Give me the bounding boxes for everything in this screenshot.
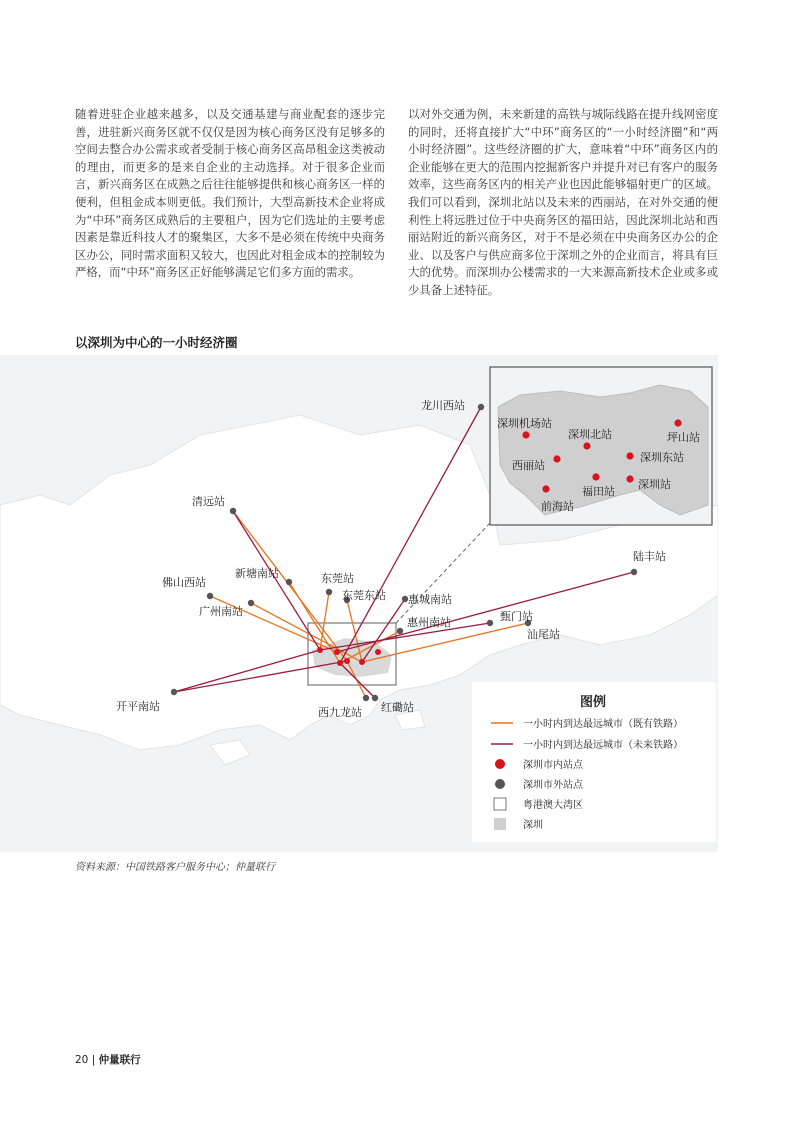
label-foshan: 佛山西站 — [162, 576, 206, 589]
station-dot-qingyuan — [230, 508, 236, 514]
inset-dot-futian — [592, 473, 599, 480]
legend-label-bay-area: 粤港澳大湾区 — [523, 800, 583, 811]
body-paragraph-left: 随着进驻企业越来越多，以及交通基建与商业配套的逐步完善，进驻新兴商务区就不仅仅是因为核心商务区没有足够多的空间去整合办公需求或者受制于核心商务区高昂租金这类被动的理由，而更多的是来自企业的主动选择。对于很多企业而言，新兴商务区在成熟之后往往能够提供和核心商务区一样的便利，但租金成本则更低。我们预计，大型高新技术企业将成为“中环”商务区成熟后的主要租户，因为它们选址的主要考虑因素是靠近科技人才的聚集区，大多不是必须在传统中央商务区办公，同时需求面积又较大，也因此对租金成本的控制较为严格，而“中环”商务区正好能够满足它们多方面的需求。 — [75, 107, 385, 280]
label-huizhou: 惠州南站 — [407, 616, 451, 629]
island-west — [210, 740, 250, 765]
label-xijiulong: 西九龙站 — [318, 706, 362, 719]
legend-symbol-shenzhen — [494, 818, 506, 830]
station-dot-longchuan — [478, 404, 484, 410]
legend-label-sz-station: 深圳市内站点 — [523, 760, 583, 771]
label-longchuan: 龙川西站 — [421, 399, 465, 412]
sz-station-dot — [317, 647, 323, 653]
label-jiaomen: 甄门站 — [500, 610, 533, 623]
legend-label-future: 一小时内到达最远城市（未来铁路） — [523, 740, 683, 751]
station-dot-foshan — [207, 593, 213, 599]
label-guangzhou: 广州南站 — [199, 605, 243, 618]
label-lufeng: 陆丰站 — [633, 550, 666, 563]
inset-dot-qianhai — [542, 485, 549, 492]
label-shanwei: 汕尾站 — [527, 628, 560, 641]
station-dot-lufeng — [631, 569, 637, 575]
label-kaiping: 开平南站 — [116, 700, 160, 713]
station-dot-hongkan — [372, 695, 378, 701]
inset-label-qianhai: 前海站 — [541, 500, 574, 513]
map-canvas — [0, 355, 718, 852]
legend-title: 图例 — [580, 695, 607, 710]
body-paragraph-right: 以对外交通为例，未来新建的高铁与城际线路在提升线网密度的同时，还将直接扩大“中环”商务区的“一小时经济圈”和“两小时经济圈”。这些经济圈的扩大，意味着“中环”商务区内的企业能够在更大的范围内挖掘新客户并提升对已有客户的服务效率，这些商务区内的相关产业也因此能够辐射更广的区域。我们可以看到，深圳北站以及未来的西丽站，在对外交通的便利性上将远胜过位于中央商务区的福田站，因此深圳北站和西丽站附近的新兴商务区，对于不是必须在中央商务区办公的企业、以及客户与供应商多位于深圳之外的企业而言，将具有巨大的优势。而深圳办公楼需求的一大来源高新技术企业或多或少具备上述特征。 — [408, 107, 718, 297]
sz-station-dot — [344, 658, 350, 664]
station-dot-guangzhou — [248, 600, 254, 606]
inset-dot-shenzhen — [626, 475, 633, 482]
inset-dot-jichang — [522, 431, 529, 438]
inset-label-beizhan: 深圳北站 — [568, 428, 612, 441]
legend-label-outside-station: 深圳市外站点 — [523, 780, 583, 791]
inset-dot-dongzhan — [626, 452, 633, 459]
station-dot-xijiulong — [363, 695, 369, 701]
legend-label-existing: 一小时内到达最远城市（既有铁路） — [523, 719, 683, 730]
legend-symbol-bay-area — [494, 798, 506, 810]
station-dot-huizhou — [397, 628, 403, 634]
map-title: 以深圳为中心的一小时经济圈 — [75, 335, 238, 350]
sz-station-dot — [334, 649, 340, 655]
page-number: 20 — [75, 1054, 89, 1066]
label-hongkan: 红磡站 — [381, 701, 414, 714]
map-legend — [472, 682, 716, 842]
inset-label-shenzhen: 深圳站 — [638, 478, 671, 491]
station-dot-dongguan — [326, 589, 332, 595]
footer-divider: | — [91, 1054, 96, 1066]
sz-station-dot — [375, 649, 381, 655]
inset-label-dongzhan: 深圳东站 — [640, 451, 684, 464]
legend-label-shenzhen: 深圳 — [523, 820, 543, 831]
inset-label-xili: 西丽站 — [512, 459, 545, 472]
inset-label-jichang: 深圳机场站 — [497, 417, 552, 430]
label-huiyang: 惠城南站 — [408, 593, 452, 606]
station-dot-kaiping — [171, 689, 177, 695]
station-dot-jiaomen — [487, 620, 493, 626]
inset-dot-pingshan — [674, 419, 681, 426]
inset-label-pingshan: 坪山站 — [667, 431, 700, 444]
inset-label-futian: 福田站 — [582, 485, 615, 498]
legend-symbol-outside-station — [495, 779, 505, 789]
shenzhen-inset — [490, 367, 712, 525]
page-footer — [75, 1052, 141, 1067]
label-dongguan-dong: 东莞东站 — [342, 589, 386, 602]
label-qingyuan: 清远站 — [192, 495, 225, 508]
label-dongguan: 东莞站 — [321, 572, 354, 585]
label-xintang: 新塘南站 — [235, 567, 279, 580]
station-dot-xintang — [286, 579, 292, 585]
economic-circle-map — [0, 355, 718, 852]
legend-symbol-sz-station — [495, 759, 505, 769]
sz-station-dot — [359, 659, 365, 665]
source-note: 资料来源：中国铁路客户服务中心；仲量联行 — [75, 862, 275, 873]
footer-brand: 仲量联行 — [98, 1054, 141, 1066]
inset-dot-xili — [553, 455, 560, 462]
inset-dot-beizhan — [583, 442, 590, 449]
sz-station-dot — [337, 660, 343, 666]
